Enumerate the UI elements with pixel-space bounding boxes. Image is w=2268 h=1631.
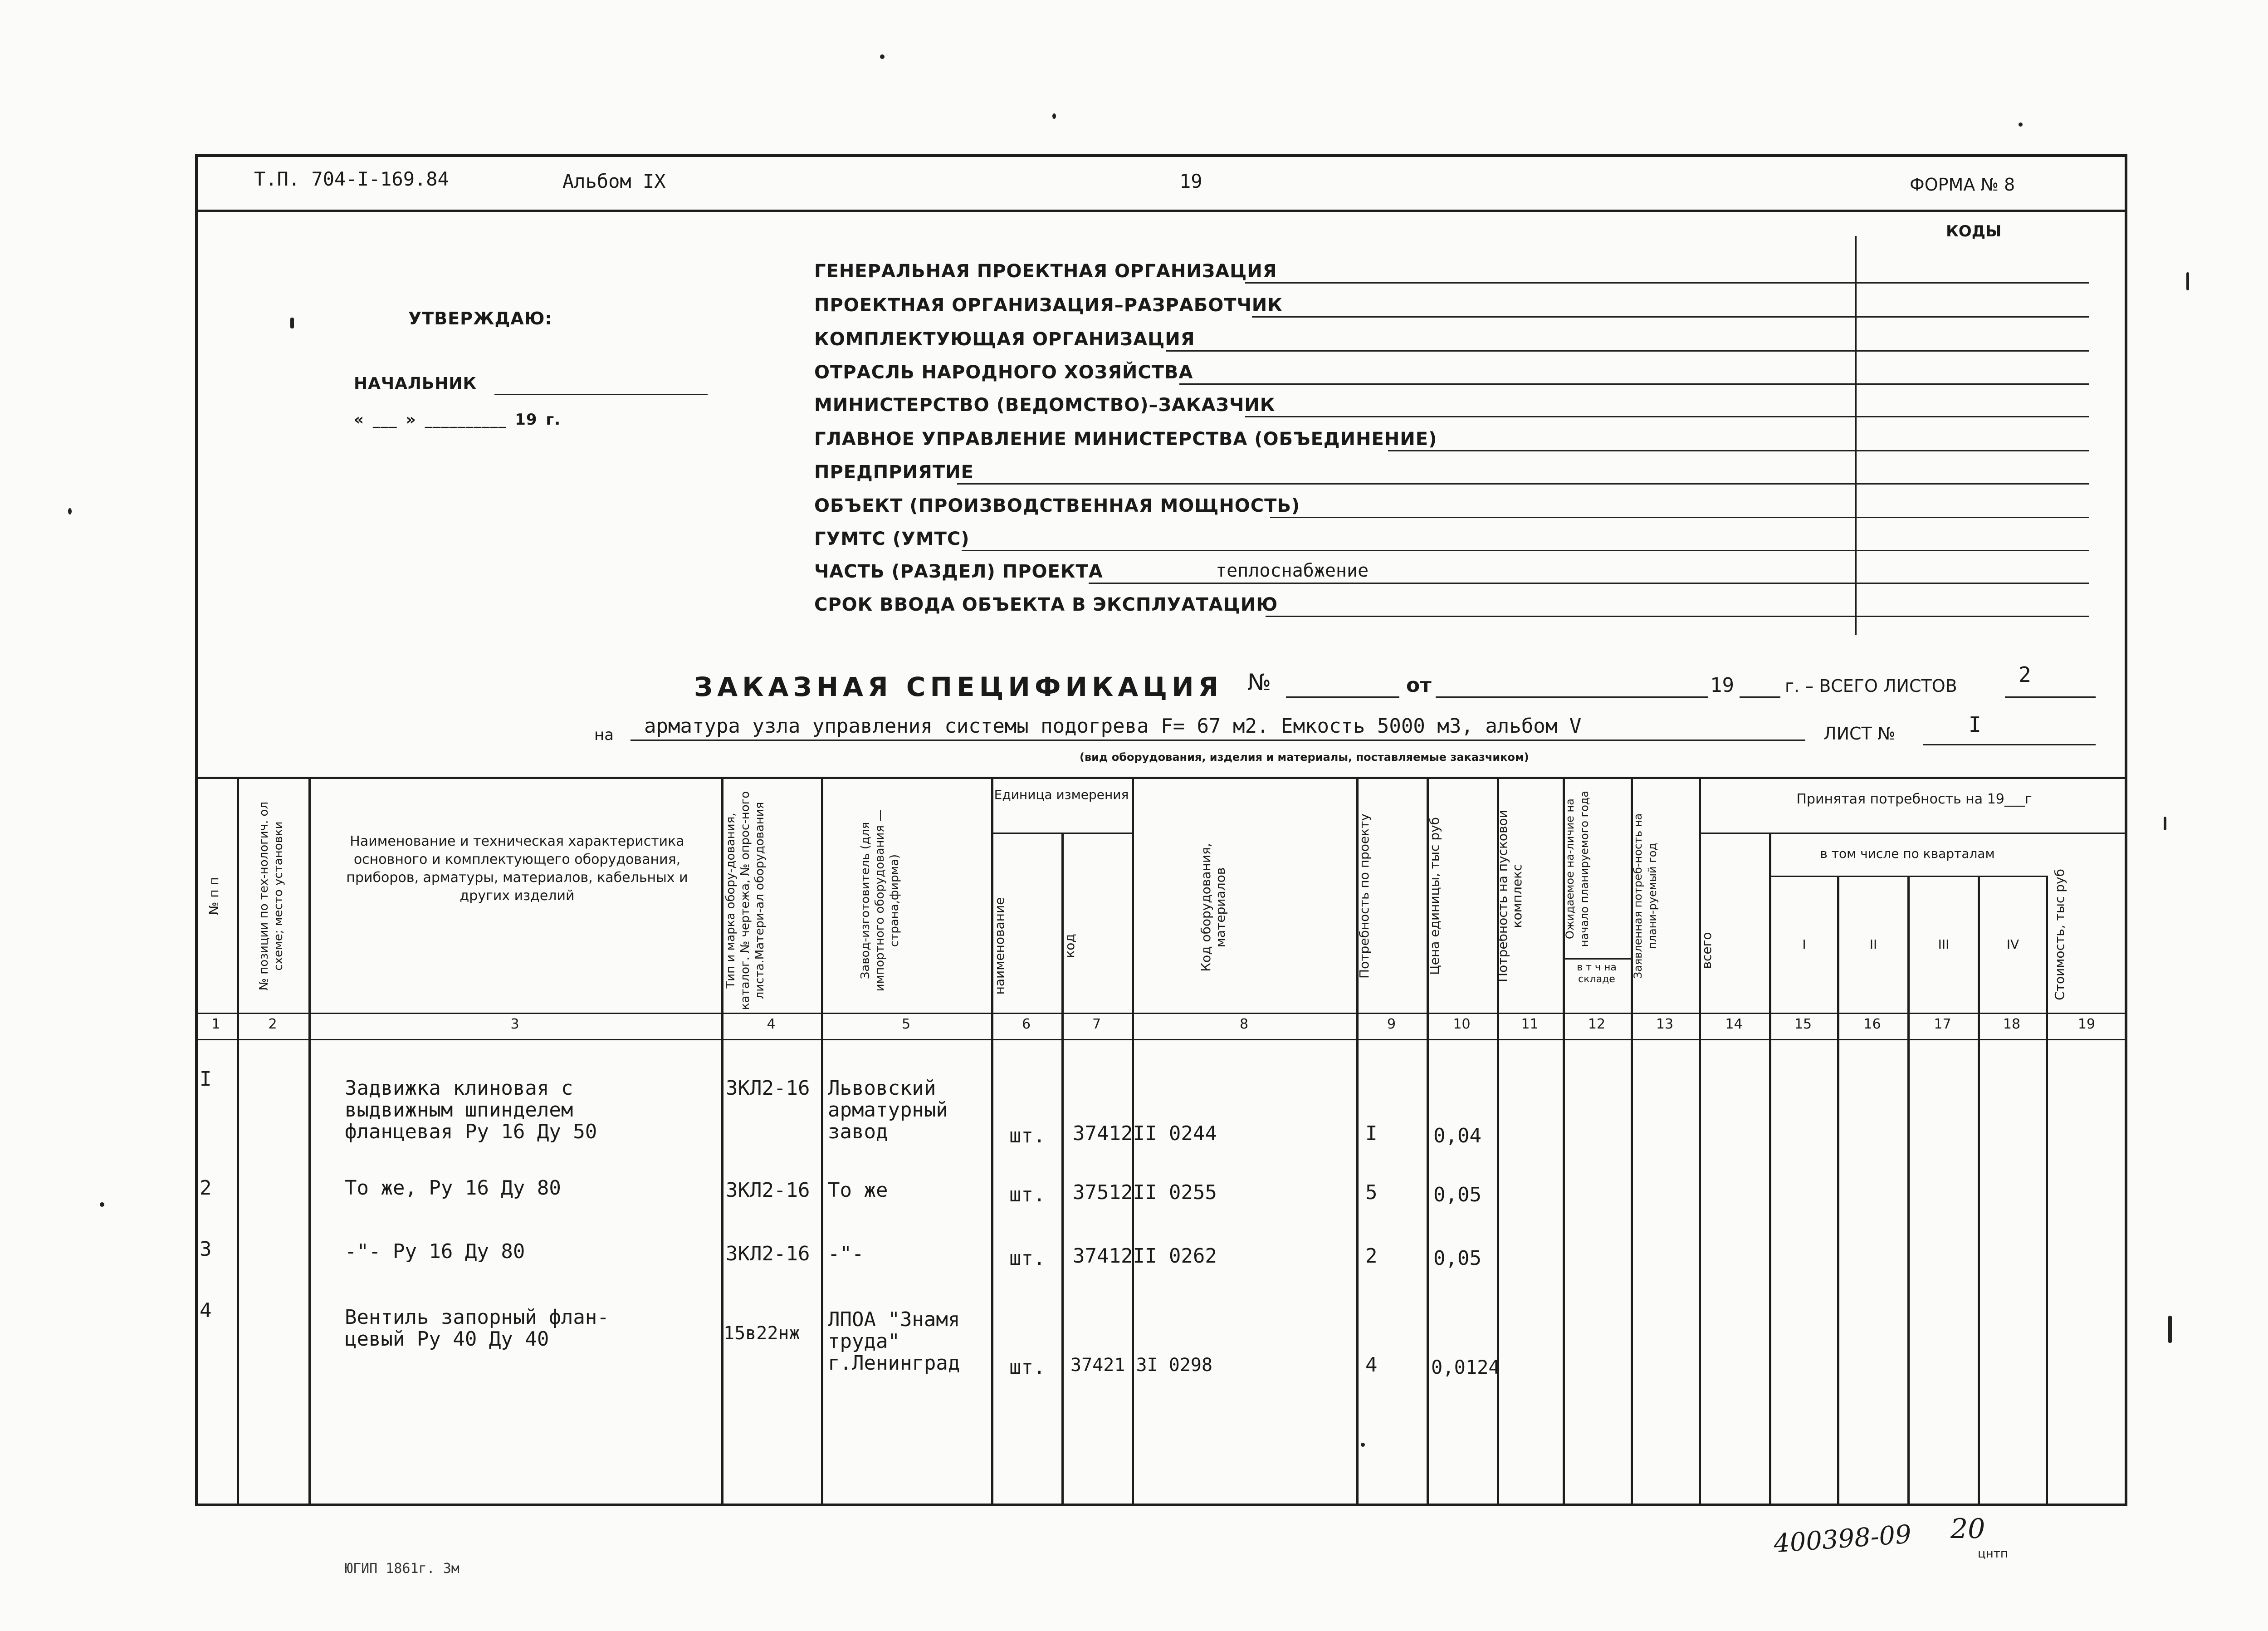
col1-header: № п п — [206, 877, 221, 915]
spec-for-label: на — [594, 726, 614, 744]
spec-subnote: (вид оборудования, изделия и материалы, поставляемые заказчиком) — [1080, 751, 1529, 764]
general-design-org-label: ГЕНЕРАЛЬНАЯ ПРОЕКТНАЯ ОРГАНИЗАЦИЯ — [814, 261, 1277, 282]
col-line — [1978, 876, 1980, 1506]
general-design-org-field[interactable] — [1245, 282, 2089, 284]
col3-header: Наименование и техническая характеристика основного и комплектующего оборудования, приборов, арматуры, материалов, кабельных и других изделий — [346, 833, 688, 904]
item-unit: шт. — [1009, 1247, 1046, 1270]
col-num-4: 4 — [767, 1016, 776, 1032]
unit-group-header: Единица измерения — [994, 787, 1129, 802]
design-org-developer-label: ПРОЕКТНАЯ ОРГАНИЗАЦИЯ–РАЗРАБОТЧИК — [814, 295, 1283, 316]
codes-column-line — [1855, 236, 1857, 635]
col10-header: Цена единицы, тыс руб — [1427, 817, 1442, 975]
item-type: 15в22нж — [723, 1323, 800, 1344]
col-line — [1907, 876, 1910, 1506]
item-price: 0,04 — [1433, 1124, 1481, 1147]
supply-org-label: КОМПЛЕКТУЮЩАЯ ОРГАНИЗАЦИЯ — [814, 329, 1195, 350]
item-price: 0,05 — [1433, 1183, 1481, 1206]
enterprise-label: ПРЕДПРИЯТИЕ — [814, 462, 974, 483]
col4-header: Тип и марка обору-дования, каталог. № чертежа, № опрос-ного листа.Матери-ал оборудования — [724, 791, 767, 1010]
item-code: 37512II 0255 — [1073, 1181, 1217, 1204]
col-num-16: 16 — [1863, 1016, 1881, 1032]
col-num-19: 19 — [2077, 1016, 2096, 1032]
col9-header: Потребность по проекту — [1357, 813, 1372, 979]
spec-no-field[interactable] — [1286, 696, 1399, 698]
col8-header: Код оборудования, материалов — [1198, 843, 1228, 972]
approve-date: « ___ » __________ 19 г. — [354, 411, 561, 429]
form-number: ФОРМА № 8 — [1910, 175, 2015, 195]
archive-stamp: 400398-09 — [1773, 1519, 1912, 1559]
spec-year-field[interactable] — [1740, 696, 1780, 698]
ministry-label: МИНИСТЕРСТВО (ВЕДОМСТВО)–ЗАКАЗЧИК — [814, 395, 1276, 416]
codes-label: КОДЫ — [1946, 222, 2002, 240]
item-name: То же, Ру 16 Ду 80 — [345, 1176, 561, 1200]
spec-subject: арматура узла управления системы подогрева F= 67 м2. Емкость 5000 м3, альбом V — [644, 715, 1582, 738]
col12b-header: в т ч на складе — [1577, 962, 1617, 985]
item-price: 0,0124 — [1431, 1356, 1500, 1378]
item-unit: шт. — [1009, 1124, 1046, 1147]
col6-header: наименование — [992, 897, 1007, 995]
spec-year-label: 19 — [1710, 674, 1734, 697]
col2-header: № позиции по тех-нологич. ол схеме; место установки — [257, 801, 285, 991]
chief-signature-line — [494, 394, 708, 395]
col7-header: код — [1062, 934, 1077, 958]
col-num-2: 2 — [268, 1016, 277, 1032]
col-num-1: 1 — [211, 1016, 220, 1032]
col13-header: Заявленная потреб-ность на плани-руемый год — [1632, 813, 1659, 979]
col-num-9: 9 — [1387, 1016, 1396, 1032]
spec-from-label: от — [1406, 674, 1432, 697]
item-qty: 5 — [1365, 1181, 1378, 1204]
item-name: Задвижка клиновая с выдвижным шпинделем фланцевая Ру 16 Ду 50 — [345, 1077, 597, 1143]
total-sheets-value: 2 — [2019, 662, 2031, 687]
spec-title: ЗАКАЗНАЯ СПЕЦИФИКАЦИЯ — [694, 671, 1223, 702]
col-num-8: 8 — [1239, 1016, 1249, 1032]
project-part-field[interactable] — [1089, 583, 2089, 584]
supply-org-field[interactable] — [1166, 350, 2089, 352]
project-part-value: теплоснабжение — [1216, 560, 1369, 581]
table-top-line — [195, 777, 2127, 779]
industry-label: ОТРАСЛЬ НАРОДНОГО ХОЗЯЙСТВА — [814, 362, 1193, 383]
col14-header: всего — [1699, 932, 1714, 969]
header-divider — [195, 210, 2127, 212]
total-sheets-field[interactable] — [2005, 696, 2096, 698]
col19-header: Стоимость, тыс руб — [2052, 869, 2067, 1000]
col17-header: III — [1938, 937, 1950, 952]
col-num-13: 13 — [1656, 1016, 1674, 1032]
quarter-group-header: в том числе по кварталам — [1820, 846, 1995, 861]
col-num-18: 18 — [2003, 1016, 2021, 1032]
album-label: Альбом IX — [562, 170, 666, 192]
gumts-field[interactable] — [962, 550, 2089, 551]
spec-no-label: № — [1247, 669, 1271, 696]
col-num-11: 11 — [1521, 1016, 1539, 1032]
col15-header: I — [1802, 937, 1806, 952]
archive-stamp-sub: цнтп — [1978, 1547, 2008, 1561]
item-price: 0,05 — [1433, 1247, 1481, 1270]
unit-group-divider — [991, 833, 1132, 834]
item-unit: шт. — [1009, 1183, 1046, 1206]
col11-header: Потребность на пусковой комплекс — [1495, 810, 1525, 982]
col16-header: II — [1869, 937, 1877, 952]
col-num-17: 17 — [1934, 1016, 1951, 1032]
col-num-12: 12 — [1588, 1016, 1606, 1032]
item-maker: То же — [828, 1179, 888, 1202]
item-maker: Львовский арматурный завод — [828, 1077, 948, 1143]
item-qty: I — [1365, 1122, 1378, 1145]
approve-label: УТВЕРЖДАЮ: — [408, 309, 552, 328]
commissioning-date-label: СРОК ВВОДА ОБЪЕКТА В ЭКСПЛУАТАЦИЮ — [814, 594, 1278, 615]
gumts-label: ГУМТС (УМТС) — [814, 529, 970, 549]
col-num-6: 6 — [1022, 1016, 1031, 1032]
col-line — [821, 777, 823, 1506]
item-code: 37412II 0262 — [1073, 1244, 1217, 1268]
print-note: ЮГИП 1861г. 3м — [345, 1561, 459, 1577]
quarter-group-divider — [1769, 876, 2046, 877]
col-num-14: 14 — [1725, 1016, 1743, 1032]
plan-group-header: Принятая потребность на 19___г — [1796, 791, 2032, 807]
sheet-label: ЛИСТ № — [1823, 724, 1896, 744]
item-unit: шт. — [1009, 1356, 1046, 1379]
col5-header: Завод-изготовитель (для импортного оборудования —страна,фирма) — [859, 809, 901, 992]
project-part-label: ЧАСТЬ (РАЗДЕЛ) ПРОЕКТА — [814, 561, 1103, 582]
item-type: 3КЛ2-16 — [726, 1179, 810, 1202]
row-number: 2 — [200, 1176, 212, 1200]
row-number: I — [200, 1068, 212, 1091]
item-code: 37421 3I 0298 — [1070, 1355, 1213, 1376]
enterprise-field[interactable] — [957, 483, 2089, 485]
ministry-field[interactable] — [1245, 416, 2089, 417]
commissioning-date-field[interactable] — [1266, 616, 2089, 617]
item-code: 37412II 0244 — [1073, 1122, 1217, 1145]
tp-number: Т.П. 704-I-169.84 — [254, 168, 449, 190]
col-num-7: 7 — [1092, 1016, 1101, 1032]
row-number: 3 — [200, 1238, 212, 1261]
item-name: Вентиль запорный флан- цевый Ру 40 Ду 40 — [345, 1306, 609, 1351]
col-line — [2046, 876, 2048, 1506]
item-maker: ЛПОА "Знамя труда" г.Ленинград — [828, 1308, 960, 1375]
col-line — [1769, 833, 1771, 1506]
item-qty: 2 — [1365, 1244, 1378, 1268]
object-field[interactable] — [1270, 517, 2089, 518]
sheet-no-value: I — [1969, 712, 1981, 737]
main-directorate-field[interactable] — [1388, 450, 2089, 451]
col-num-5: 5 — [901, 1016, 911, 1032]
design-org-developer-field[interactable] — [1252, 316, 2089, 318]
total-sheets-label: г. – ВСЕГО ЛИСТОВ — [1785, 676, 1957, 696]
item-name: -"- Ру 16 Ду 80 — [345, 1240, 525, 1263]
col-num-15: 15 — [1794, 1016, 1812, 1032]
chief-label: НАЧАЛЬНИК — [354, 374, 477, 393]
plan-group-divider — [1699, 833, 2127, 834]
col18-header: IV — [2006, 937, 2019, 952]
object-label: ОБЪЕКТ (ПРОИЗВОДСТВЕННАЯ МОЩНОСТЬ) — [814, 495, 1300, 516]
row-number: 4 — [200, 1299, 212, 1322]
archive-page: 20 — [1950, 1513, 1985, 1545]
item-maker: -"- — [828, 1242, 864, 1265]
col-line — [237, 777, 239, 1506]
col12-header: Ожидаемое на-личие на начало планируемого года — [1564, 790, 1591, 947]
page-number: 19 — [1179, 170, 1202, 192]
spec-date-field[interactable] — [1436, 696, 1708, 698]
col-num-10: 10 — [1453, 1016, 1471, 1032]
sheet-no-field[interactable] — [1923, 744, 2096, 745]
item-type: 3КЛ2-16 — [726, 1242, 810, 1265]
col-num-3: 3 — [510, 1016, 519, 1032]
spec-subject-line — [631, 740, 1805, 741]
industry-field[interactable] — [1179, 383, 2089, 385]
col-line — [1837, 876, 1839, 1506]
item-qty: 4 — [1365, 1353, 1378, 1376]
item-type: 3КЛ2-16 — [726, 1077, 810, 1100]
main-directorate-label: ГЛАВНОЕ УПРАВЛЕНИЕ МИНИСТЕРСТВА (ОБЪЕДИНЕНИЕ) — [814, 429, 1437, 450]
